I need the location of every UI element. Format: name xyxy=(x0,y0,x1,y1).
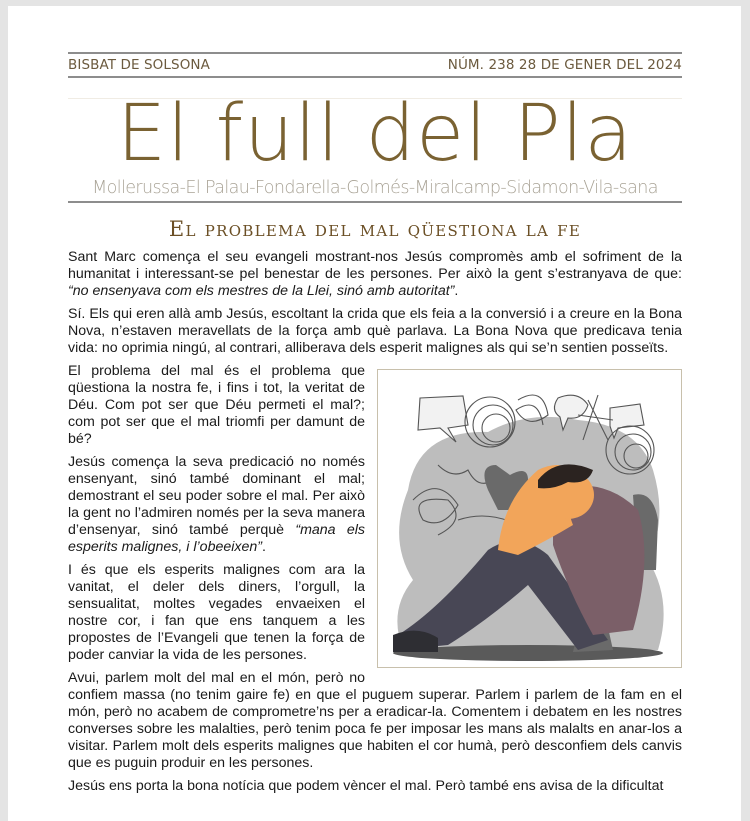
paragraph-6-continued: món, però no acabem de comprometre’ns per a eradicar-la. Comentem i debatem en les nostres converses sobre les malalties, però tenim poca fe per imposar les mans als malalts en anar-los a visitar. Parlem molt dels esperits malignes que habiten el cor humà, però desconfiem dels canvis que es puguin produir en les persones. xyxy=(68,704,682,771)
paragraph-6 xyxy=(68,670,682,772)
parish-towns: Mollerussa-El Palau-Fondarella-Golmés-Miralcamp-Sidamon-Vila-sana xyxy=(92,178,658,198)
masthead-title xyxy=(68,91,682,177)
illustration-graphic xyxy=(378,370,681,667)
document-page xyxy=(8,6,741,821)
paragraph-5: I és que els esperits malignes com ara la vanitat, el deler dels diners, l’orgull, la sensualitat, moltes vegades envaeixen el nostre cor, i fan que ens tanquem a les propostes de l’Evangeli que tenen la força de poder canviar la vida de les persones. xyxy=(68,562,365,663)
paragraph-1-end: . xyxy=(454,283,459,299)
issue-header-bar xyxy=(68,52,682,78)
paragraph-2: Sí. Els qui eren allà amb Jesús, escoltant la crida que els feia a la conversió i a creure en la Bona Nova, n’estaven meravellats de la força amb què parlava. La Bona Nova que predicava tenia vida: no oprimia ningú, al contrari, alliberava dels esperit malignes als qui se’n sentien posseïts. xyxy=(68,306,682,356)
issue-info: NÚM. 238 28 DE GENER DEL 2024 xyxy=(447,57,682,73)
diocese-label: BISBAT DE SOLSONA xyxy=(68,57,210,73)
masthead-title-text: El full del Pla xyxy=(116,89,634,179)
masthead-bottom-rule xyxy=(68,201,682,203)
page-content xyxy=(68,52,682,795)
paragraph-4-text: Jesús comença la seva predicació no només ensenyant, sinó també dominant el mal; demostrant el seu poder sobre el mal. Per això la gent no l’admiren només per la seva manera d’ensenyar, sinó també perquè xyxy=(68,454,365,538)
paragraph-4-quote: “mana els esperits malignes, i l’obeeixen” xyxy=(68,522,365,555)
paragraph-3: El problema del mal és el problema que qüestiona la nostra fe, i fins i tot, la veritat de Déu. Com pot ser que Déu permeti el mal?; com pot ser que el mal triomfi per damunt de bé? xyxy=(68,363,365,447)
paragraph-4-end: . xyxy=(262,539,266,555)
paragraph-1 xyxy=(68,249,682,300)
paragraph-1-quote: “no ensenyava com els mestres de la Llei, sinó amb autoritat” xyxy=(68,283,455,299)
article-title: El problema del mal qüestiona la fe xyxy=(168,217,582,241)
paragraph-6-column: Avui, parlem molt del mal en el món, però no confiem massa (no tenim gaire fe) en que el puguem superar. Parlem i parlem de la fam en el xyxy=(68,670,682,703)
illustration-distressed-man xyxy=(377,369,682,668)
article-body xyxy=(68,249,682,795)
paragraph-1-text: Sant Marc comença el seu evangeli mostrant-nos Jesús compromès amb el sofriment de la humanitat i interessant-se pel benestar de les persones. Per això la gent s’estranyava de que: xyxy=(68,249,682,282)
paragraph-7: Jesús ens porta la bona notícia que podem vèncer el mal. Però també ens avisa de la dificultat xyxy=(68,778,664,794)
